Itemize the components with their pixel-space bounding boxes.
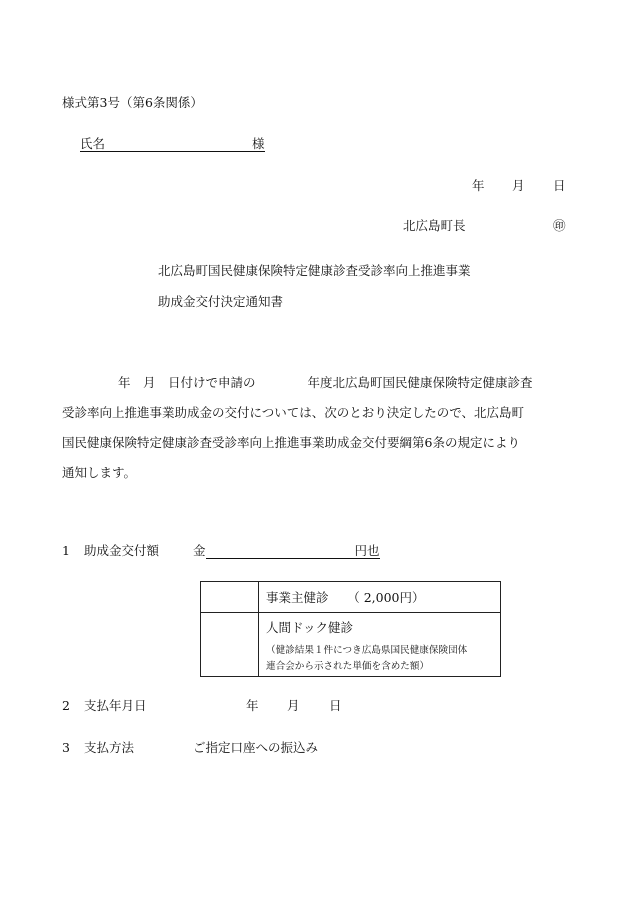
issuer-title: 北広島町長 bbox=[403, 218, 466, 233]
date-day: 日 bbox=[553, 178, 566, 193]
doc-title-line2: 助成金交付決定通知書 bbox=[158, 294, 284, 309]
payment-day: 日 bbox=[329, 698, 342, 713]
seal-mark: ㊞ bbox=[553, 218, 566, 233]
amount-suffix: 円也 bbox=[354, 543, 380, 558]
payment-year: 年 bbox=[246, 698, 259, 713]
amount-line bbox=[193, 545, 380, 559]
item-3-label: 支払方法 bbox=[84, 740, 135, 755]
body-line1-rest: 年度北広島町国民健康保険特定健康診査 bbox=[307, 375, 533, 390]
date-month: 月 bbox=[512, 178, 525, 193]
amount-prefix: 金 bbox=[193, 543, 206, 558]
recipient-name-label: 氏名 bbox=[80, 136, 106, 151]
recipient-name-blank bbox=[80, 138, 252, 152]
recipient-honorific: 様 bbox=[252, 136, 265, 151]
body-line-4: 通知します。 bbox=[62, 465, 137, 480]
table-row bbox=[201, 613, 501, 677]
table-row bbox=[201, 582, 501, 613]
amount-table bbox=[200, 581, 501, 677]
body-line-2: 受診率向上推進事業助成金の交付については、次のとおり決定したので、北広島町 bbox=[62, 405, 525, 420]
date-year: 年 bbox=[472, 178, 485, 193]
body-line-3: 国民健康保険特定健康診査受診率向上推進事業助成金交付要綱第6条の規定により bbox=[62, 435, 520, 450]
recipient-line bbox=[80, 138, 265, 152]
body-paragraph bbox=[62, 377, 582, 497]
body-line-1 bbox=[62, 377, 582, 407]
payment-month: 月 bbox=[287, 698, 300, 713]
item-1-number: 1 bbox=[62, 543, 70, 558]
amount-blank bbox=[206, 545, 355, 559]
item-2-number: 2 bbox=[62, 698, 70, 713]
item-3-number: 3 bbox=[62, 740, 70, 755]
table-blank-cell bbox=[201, 613, 259, 677]
human-dock-note-1: （健診結果１件につき広島県国民健康保険団体 bbox=[266, 644, 468, 656]
doc-title-line1: 北広島町国民健康保険特定健康診査受診率向上推進事業 bbox=[158, 263, 471, 278]
human-dock-title: 人間ドック健診 bbox=[266, 620, 354, 635]
table-blank-cell bbox=[201, 582, 259, 613]
human-dock-note bbox=[266, 643, 500, 677]
item-2-label: 支払年月日 bbox=[84, 698, 147, 713]
employer-checkup-cell: 事業主健診 （ 2,000円） bbox=[259, 582, 501, 613]
form-number: 様式第3号（第6条関係） bbox=[62, 95, 203, 110]
payment-method: ご指定口座への振込み bbox=[193, 740, 319, 755]
human-dock-note-2: 連合会から示された単価を含めた額） bbox=[266, 661, 430, 673]
body-line1-date: 年 月 日付けで申請の bbox=[118, 375, 256, 390]
human-dock-cell bbox=[259, 613, 501, 677]
item-1-label: 助成金交付額 bbox=[84, 543, 160, 558]
